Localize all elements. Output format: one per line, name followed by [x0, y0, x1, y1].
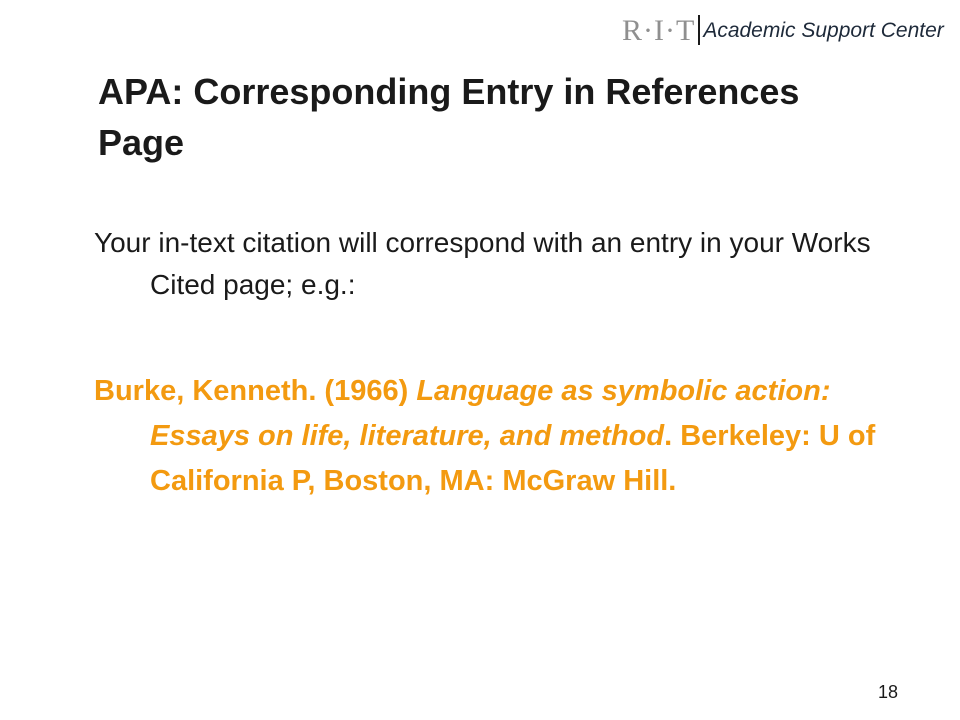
reference-citation — [94, 369, 930, 504]
page-number: 18 — [878, 682, 899, 702]
rit-logo — [622, 14, 944, 48]
logo-divider — [698, 15, 700, 45]
citation-publisher: . Berkeley: U of California P, Boston, MA: McGraw Hill. — [150, 420, 876, 497]
slide-title: APA: Corresponding Entry in References Page — [98, 71, 800, 163]
citation-author-year: Burke, Kenneth. (1966) — [94, 375, 417, 407]
intro-paragraph: Your in-text citation will correspond with an entry in your Works Cited page; e.g.: — [94, 227, 871, 300]
citation-book-title: Language as symbolic action: Essays on life, literature, and method — [150, 375, 831, 452]
academic-support-center-text: Academic Support Center — [703, 19, 944, 42]
rit-logo-text: R·I·T — [622, 14, 696, 47]
